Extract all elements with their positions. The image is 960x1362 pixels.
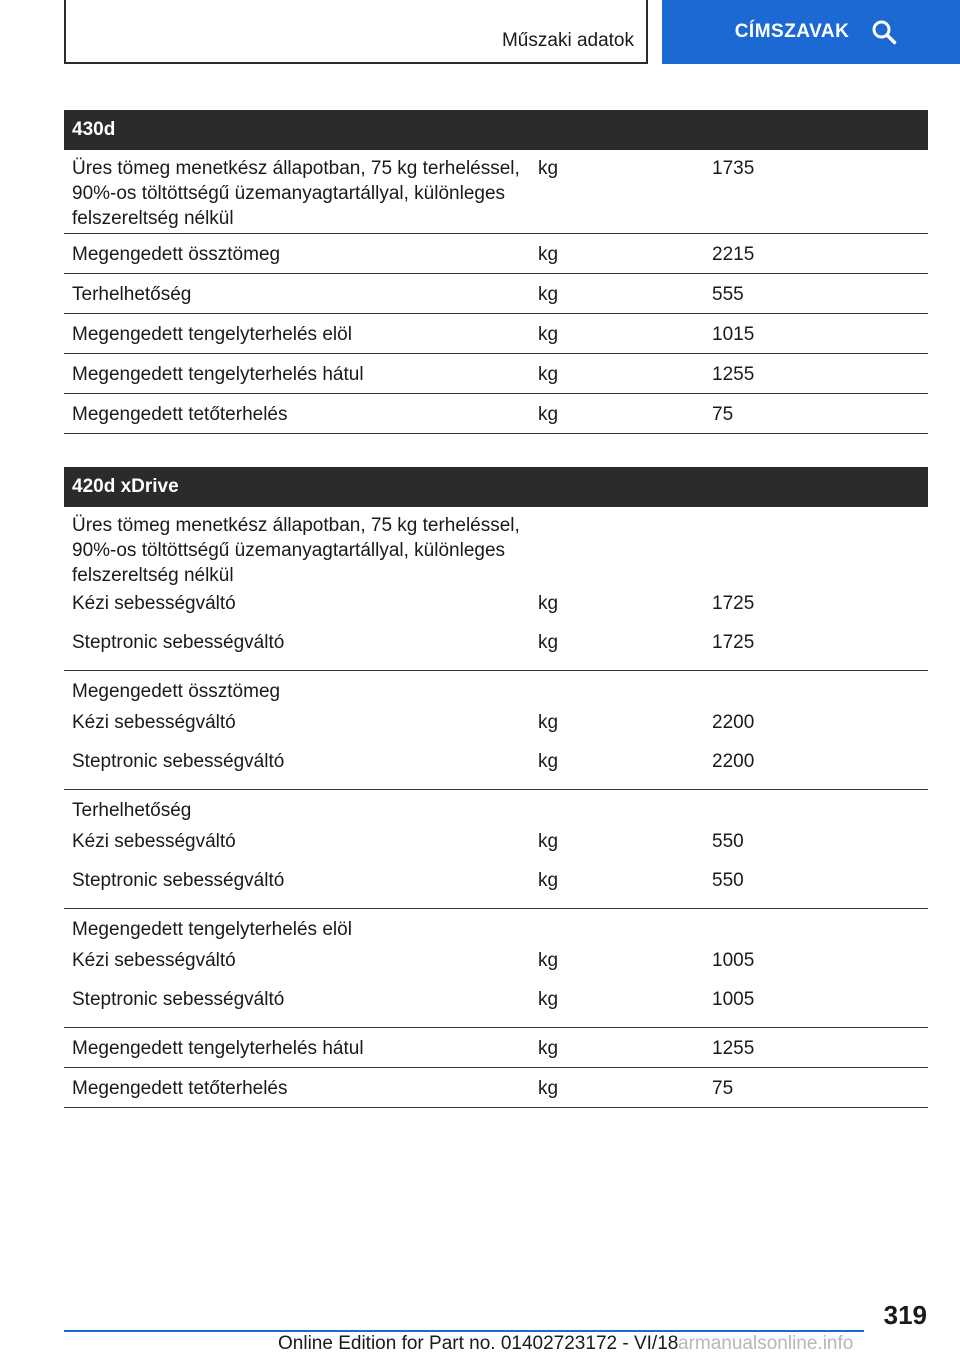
row-value: 550: [712, 870, 744, 891]
table-row: [64, 1068, 928, 1108]
row-label: Megengedett össztömeg: [72, 244, 281, 265]
row-label: Megengedett tetőterhelés: [72, 1078, 288, 1099]
section-title: Műszaki adatok: [501, 30, 634, 51]
row-label: Megengedett tengelyterhelés hátul: [72, 1038, 364, 1059]
row-label: Megengedett tetőterhelés: [72, 404, 288, 425]
row-unit: kg: [538, 950, 559, 971]
row-unit: kg: [538, 324, 559, 345]
row-unit: kg: [538, 284, 559, 305]
row-label: Kézi sebességváltó: [72, 950, 236, 971]
row-value: 1015: [712, 324, 755, 345]
row-unit: kg: [538, 870, 559, 891]
group-header: [64, 790, 928, 829]
header-title-box: [64, 0, 648, 64]
group-label: Üres tömeg menetkész állapotban, 75 kg terheléssel, 90%-os töltöttségű üzemanyagtartállyal, különleges felszereltség nélkül: [72, 515, 520, 586]
table-row: [64, 274, 928, 314]
table-row: [64, 314, 928, 354]
row-unit: kg: [538, 989, 559, 1010]
row-value: 1005: [712, 989, 755, 1010]
row-value: 75: [712, 404, 734, 425]
row-unit: kg: [538, 244, 559, 265]
row-value: 75: [712, 1078, 734, 1099]
table-row: [64, 987, 928, 1028]
row-value: 550: [712, 831, 744, 852]
footer-divider: [64, 1330, 864, 1332]
group-label: Terhelhetőség: [72, 800, 192, 821]
group-header: [64, 909, 928, 948]
table-430d: [64, 110, 928, 434]
row-unit: kg: [538, 158, 559, 179]
row-unit: kg: [538, 1078, 559, 1099]
row-value: 2200: [712, 751, 755, 772]
group-label: Megengedett össztömeg: [72, 681, 281, 702]
index-button-label: CÍMSZAVAK: [734, 21, 850, 42]
row-value: 1005: [712, 950, 755, 971]
row-value: 1725: [712, 632, 755, 653]
row-value: 1255: [712, 364, 755, 385]
table-row: [64, 630, 928, 671]
table-row: [64, 354, 928, 394]
row-unit: kg: [538, 712, 559, 733]
row-value: 1735: [712, 158, 755, 179]
table-420d-xdrive: [64, 467, 928, 1108]
search-icon: [871, 19, 897, 45]
row-value: 2200: [712, 712, 755, 733]
row-unit: kg: [538, 632, 559, 653]
row-label: Megengedett tengelyterhelés hátul: [72, 364, 364, 385]
row-unit: kg: [538, 593, 559, 614]
group-label: Megengedett tengelyterhelés elöl: [72, 919, 352, 940]
footer-edition: Online Edition for Part no. 01402723172 - VI/18: [278, 1333, 679, 1354]
row-label: Kézi sebességváltó: [72, 593, 236, 614]
group-header: [64, 507, 928, 591]
row-label: Steptronic sebességváltó: [72, 751, 285, 772]
row-label: Terhelhetőség: [72, 284, 192, 305]
row-value: 2215: [712, 244, 755, 265]
table-row: [64, 829, 928, 868]
row-label: Megengedett tengelyterhelés elöl: [72, 324, 352, 345]
table-row: [64, 591, 928, 630]
table-title: 420d xDrive: [64, 467, 928, 507]
row-value: 555: [712, 284, 744, 305]
table-row: [64, 234, 928, 274]
row-label: Kézi sebességváltó: [72, 712, 236, 733]
row-unit: kg: [538, 364, 559, 385]
row-unit: kg: [538, 404, 559, 425]
table-row: [64, 150, 928, 234]
row-label: Steptronic sebességváltó: [72, 989, 285, 1010]
row-value: 1725: [712, 593, 755, 614]
watermark: armanualsonline.info: [678, 1333, 854, 1354]
table-row: [64, 710, 928, 749]
table-title: 430d: [64, 110, 928, 150]
table-row: [64, 948, 928, 987]
group-header: [64, 671, 928, 710]
row-unit: kg: [538, 1038, 559, 1059]
page-number: 319: [883, 1300, 927, 1330]
table-row: [64, 749, 928, 790]
table-row: [64, 394, 928, 434]
row-unit: kg: [538, 751, 559, 772]
row-label: Kézi sebességváltó: [72, 831, 236, 852]
row-label: Steptronic sebességváltó: [72, 870, 285, 891]
index-button[interactable]: [662, 0, 960, 64]
table-row: [64, 868, 928, 909]
table-row: [64, 1028, 928, 1068]
row-value: 1255: [712, 1038, 755, 1059]
row-label: Üres tömeg menetkész állapotban, 75 kg terheléssel, 90%-os töltöttségű üzemanyagtartállyal, különleges felszereltség nélkül: [72, 158, 520, 229]
row-label: Steptronic sebességváltó: [72, 632, 285, 653]
row-unit: kg: [538, 831, 559, 852]
